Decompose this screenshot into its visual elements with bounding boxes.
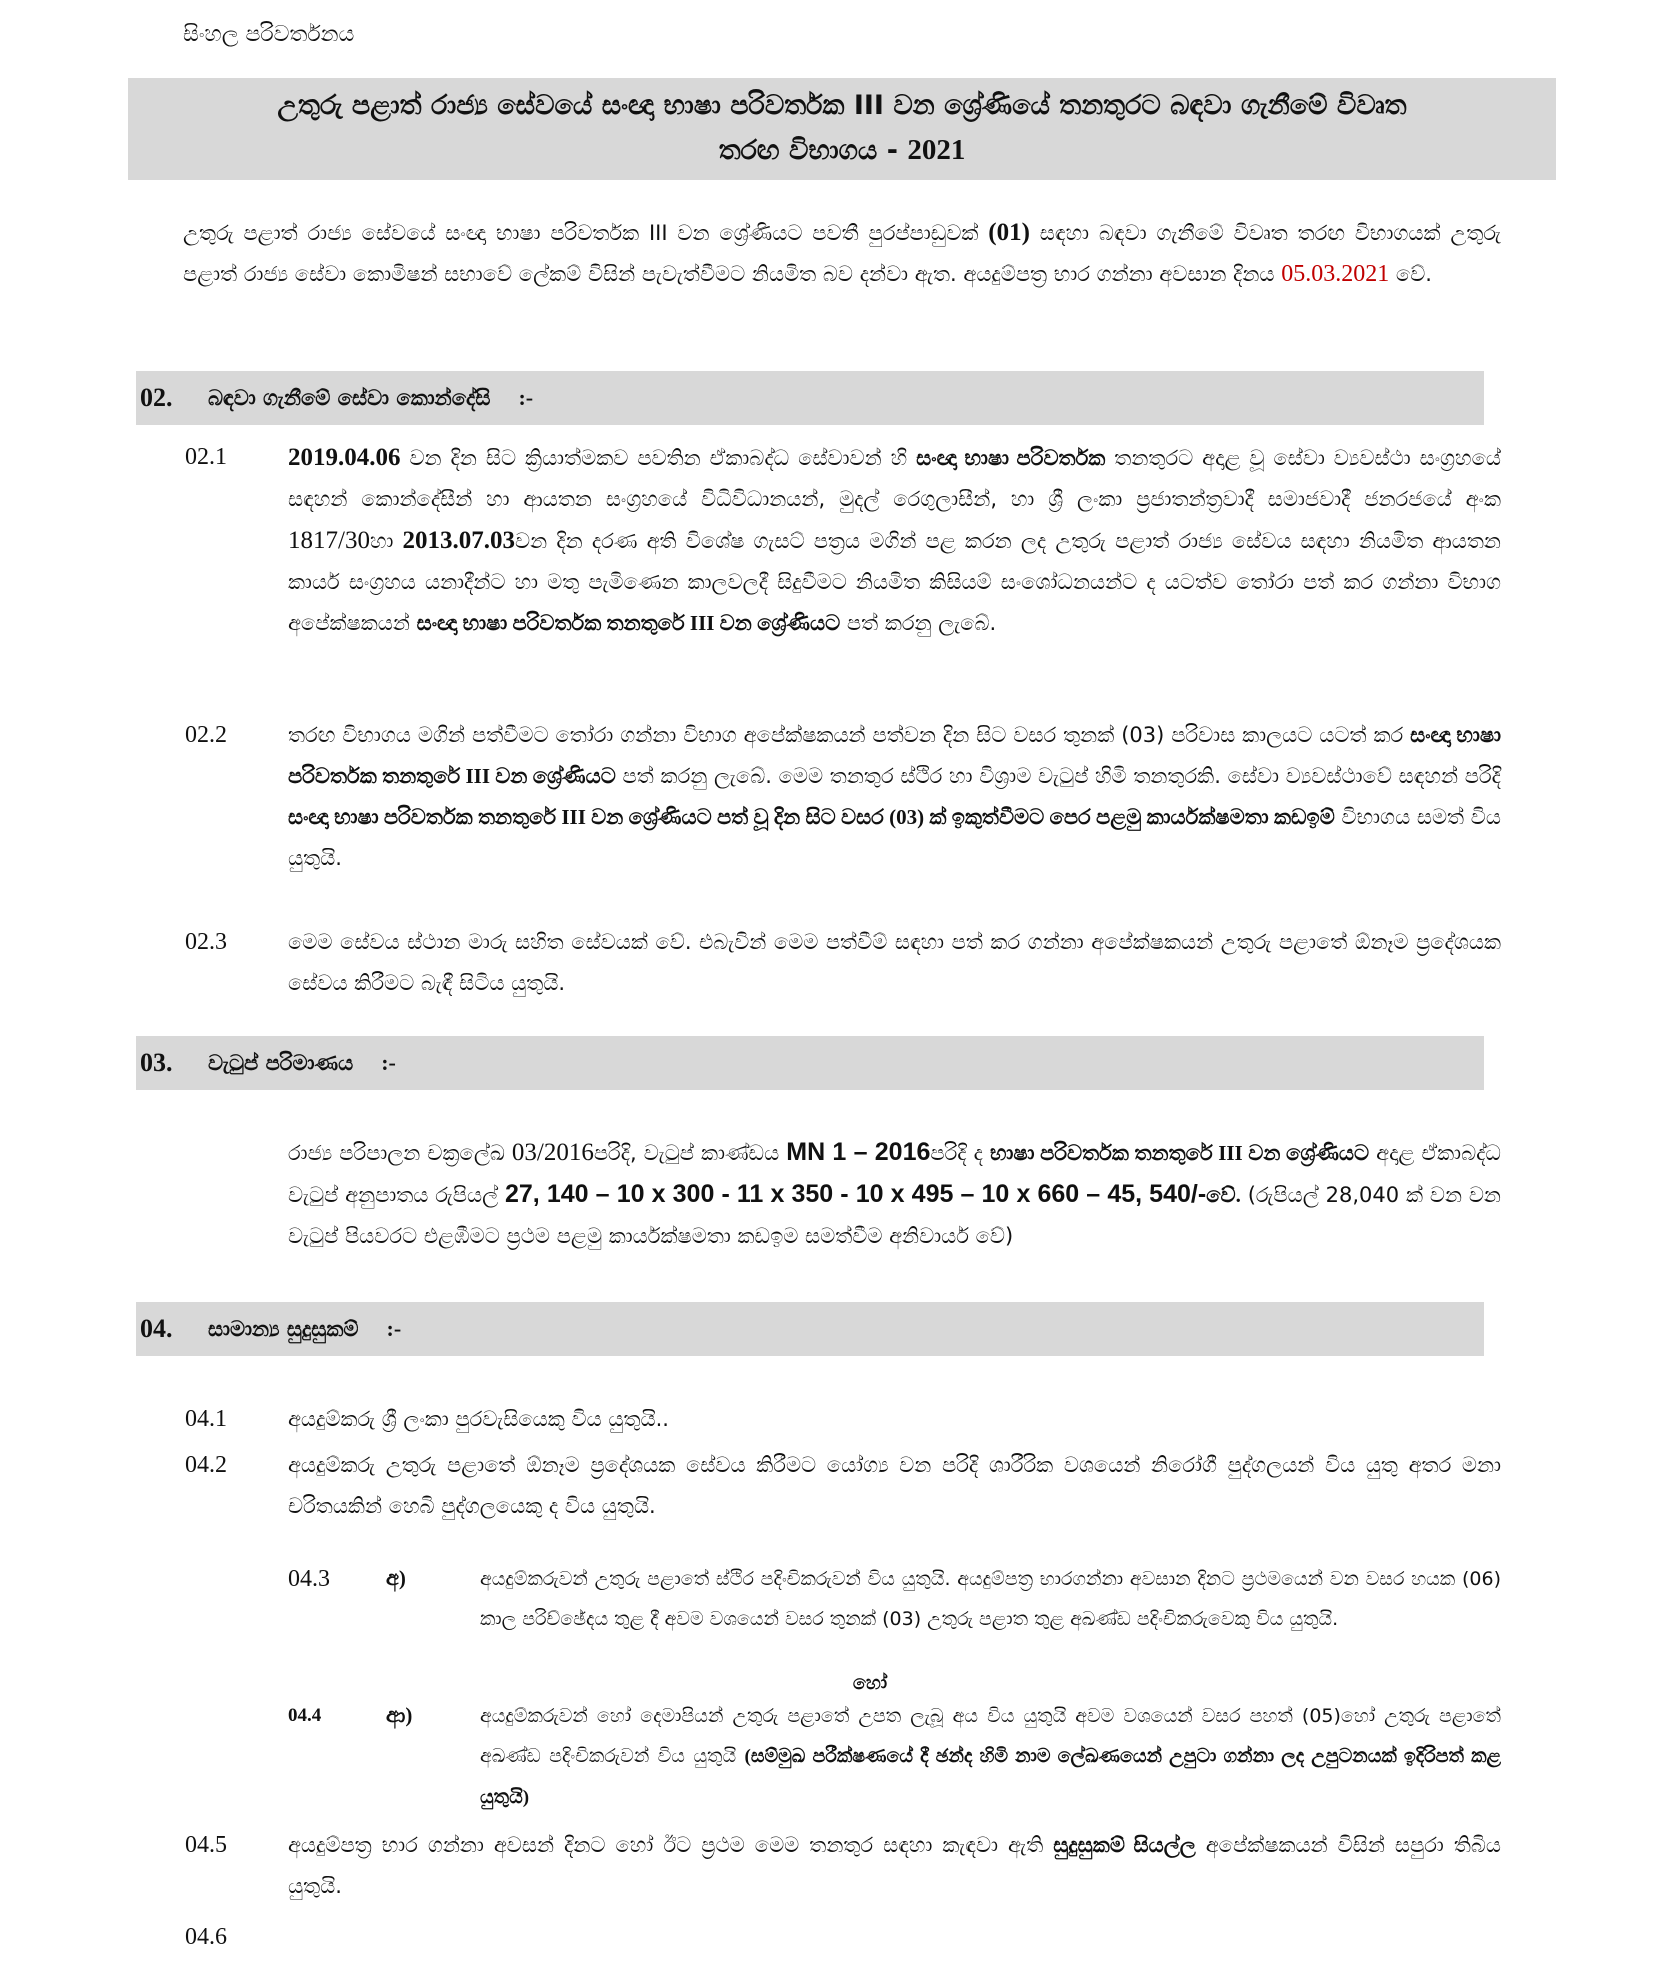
salary-scale: 27, 140 – 10 x 300 - 11 x 350 - 10 x 495 – 10 x 660 – 45, 540/-	[504, 1180, 1207, 1208]
salary-paragraph	[288, 1132, 1501, 1257]
notice-title	[128, 78, 1556, 180]
gazette-number: 1817/30	[288, 527, 370, 554]
vacancy-count: (01)	[988, 219, 1030, 246]
or-separator: හෝ	[852, 1672, 888, 1694]
salary-note: (රුපියල් 28,040 ක් වන වන වැටුප් පියවරට එළඹීමට ප්‍රථම පළමු කාර්යක්ෂමතා කඩඉම සමත්වීම අනිවාර්ය වේ)	[288, 1183, 1501, 1248]
item-04-3: අයදුම්කරුවන් උතුරු පළාතේ ස්ථිර පදිංචිකරුවන් විය යුතුයි. අයදුම්පත්‍ර භාරගන්නා අවසාන දිනට ප්‍රථමයෙන් වන වසර හයක (06) කාල පරිච්ඡේදය තුළ දී අවම වශයෙන් වසර තුනක් (03) උතුරු පළාත තුළ අඛණ්ඩ පදිංචිකරුවෙකු විය යුතුයි.	[480, 1568, 1501, 1630]
item-number: 04.3	[288, 1566, 330, 1592]
section-number: 02.	[140, 383, 173, 412]
intro-paragraph	[183, 212, 1501, 295]
title-line-1: උතුරු පළාත් රාජ්‍ය සේවයේ සංඥා භාෂා පරිවර්තක III වන ශ්‍රේණියේ තනතුරට බඳවා ගැනීමේ විවෘත	[277, 90, 1407, 121]
item-text: තනතුරට අදාළ වූ සේවා ව්‍යවස්ථා සංග්‍රහයේ සඳහන් කොන්දේසීන් හා ආයතන සංග්‍රහයේ විධිවිධානයන්, මුදල් රෙගුලාසීන්, හා ශ්‍රී ලංකා ප්‍රජාතන්ත්‍රවාදී සමාජවාදී ජනරජයේ අංක	[288, 446, 1501, 511]
item-text: පරිදි ද	[930, 1141, 983, 1165]
item-bold-text: වේ.	[1206, 1183, 1241, 1207]
item-02-1	[288, 437, 1501, 644]
item-02-3: මෙම සේවය ස්ථාන මාරු සහිත සේවයක් වේ. එබැවින් මෙම පත්වීම් සඳහා පත් කර ගන්නා අපේක්ෂකයන් උතුරු පළාතේ ඕනෑම ප්‍රදේශයක සේවය කිරීමට බැඳී සිටිය යුතුයි.	[288, 930, 1501, 995]
item-number: 04.2	[185, 1452, 227, 1478]
item-text: පත් කරනු ලැබේ. මෙම තනතුර ස්ථිර හා විශ්‍රාම වැටුප් හිමි තනතුරකි. සේවා ව්‍යවස්ථාවේ සඳහන් පරිදි	[622, 764, 1501, 788]
section-colon: :-	[386, 1316, 402, 1341]
item-bold-text: (සම්මුඛ පරීක්ෂණයේ දී ඡන්ද හිමි නාම ලේඛණයෙන් උපුටා ගන්නා ලද උපුටනයක් ඉදිරිපත් කළ යුතුයි)	[480, 1746, 1501, 1808]
salary-code: MN 1 – 2016	[786, 1138, 931, 1166]
item-bold-text: සුදුසුකම් සියල්ල	[1053, 1833, 1196, 1857]
section-04-header	[136, 1302, 1484, 1356]
item-text: තරඟ විභාගය මගින් පත්වීමට තෝරා ගන්නා විභාග අපේක්ෂකයන් පත්වන දින සිට වසර තුනක් (03) පරිවාස කාලයට යටත් කර	[288, 723, 1404, 747]
item-02-2	[288, 715, 1501, 879]
closing-date: 05.03.2021	[1281, 261, 1390, 287]
item-number: 02.1	[185, 444, 227, 470]
intro-text-3: වේ.	[1395, 262, 1432, 286]
item-bold-text: භාෂා පරිවර්තක තනතුරේ III වන ශ්‍රේණියට	[989, 1141, 1370, 1165]
intro-text-1: උතුරු පළාත් රාජ්‍ය සේවයේ සංඥා භාෂා පරිවර්තක III වන ශ්‍රේණියට පවතී පුරප්පාඩුවක්	[183, 221, 979, 245]
item-number: 04.6	[185, 1924, 227, 1950]
section-02-header	[136, 371, 1484, 425]
item-text: අපේක්ෂකයන් විසින් සපුරා තිබිය යුතුයි.	[288, 1833, 1501, 1898]
section-colon: :-	[381, 1050, 396, 1075]
title-line-2	[128, 128, 1556, 173]
item-04-4	[480, 1696, 1501, 1818]
item-text: අදාළ ඒකාබද්ධ වැටුප් අනුපාතය රුපියල්	[288, 1141, 1501, 1207]
item-text: වන දින දරණ අති විශේෂ ගැසට් පත්‍රය මගින් පළ කරන ලද උතුරු පළාත් රාජ්‍ය සේවය සඳහා නියමිත ආයතන කාර්ය සංග්‍රහය යනාදීන්ට හා මතු පැමිණෙන කාලවලදී සිදුවීමට නියමිත කිසියම් සංශෝධනයන්ට ද යටත්ව තෝරා පත් කර ගන්නා විභාග අපේක්ෂකයන්	[288, 529, 1501, 635]
section-number: 03.	[140, 1048, 173, 1077]
section-number: 04.	[140, 1314, 173, 1343]
item-text: අයදුම්පත්‍ර භාර ගන්නා අවසන් දිනට හෝ ඊට ප්‍රථම මෙම තනතුර සඳහා කැඳවා ඇති	[288, 1833, 1044, 1857]
item-text: විභාගය සමත් විය යුතුයි.	[288, 805, 1502, 870]
item-number: 04.4	[288, 1705, 322, 1726]
item-text: රාජ්‍ය පරිපාලන චක්‍රලේඛ	[288, 1141, 505, 1165]
item-text: අයදුම්කරුවන් හෝ දෙමාපියන් උතුරු පළාතේ උපත ලැබූ අය විය යුතුයි අවම වශයෙන් වසර පහත් (05)හෝ උතුරු පළාතේ අඛණ්ඩ පදිංචිකරුවන් විය යුතුයි	[480, 1705, 1501, 1767]
item-number: 02.2	[185, 722, 227, 748]
section-title: වැටුප් පරිමාණය	[208, 1050, 354, 1075]
item-text: පත් කරනු ලැබේ.	[846, 611, 997, 635]
item-bold-text: සංඥා භාෂා පරිවර්තක තනතුරේ III වන ශ්‍රේණියට පත් වූ දින සිට වසර (03) ක් ඉකුත්වීමට පෙර පළමු කාර්යක්ෂමතා කඩඉම්	[288, 805, 1335, 829]
section-03-header	[136, 1036, 1484, 1090]
title-exam-label: තරඟ විභාගය -	[718, 135, 898, 166]
section-title: සාමාන්‍ය සුදුසුකම්	[208, 1316, 359, 1341]
header-label: සිංහල පරිවර්තනය	[183, 22, 355, 47]
item-number: 04.5	[185, 1832, 227, 1858]
item-text: වන දින සිට ක්‍රියාත්මකව පවතින ඒකාබද්ධ සේවාවන් හි	[409, 446, 908, 470]
item-label: ආ)	[386, 1703, 413, 1727]
item-bold-text: සංඥා භාෂා පරිවර්තක තනතුරේ III වන ශ්‍රේණියට	[288, 723, 1501, 788]
intro-text-2: සඳහා බඳවා ගැනීමේ විවෘත තරඟ විභාගයක් උතුරු පළාත් රාජ්‍ය සේවා කොමිෂන් සභාවේ ලේකම් විසින් පැවැත්වීමට නියමිත බව දන්වා ඇත. අයදුම්පත්‍ර භාර ගන්නා අවසාන දිනය	[183, 221, 1501, 286]
item-number: 04.1	[185, 1406, 227, 1432]
item-number: 02.3	[185, 929, 227, 955]
circular-number: 03/2016	[511, 1139, 594, 1166]
section-colon: :-	[518, 385, 534, 410]
gazette-date: 2013.07.03	[402, 527, 516, 554]
item-label: අ)	[386, 1566, 406, 1590]
item-04-5	[288, 1825, 1501, 1907]
item-04-1: අයදුම්කරු ශ්‍රී ලංකා පුරවැසියෙකු විය යුතුයි..	[288, 1407, 669, 1431]
item-text: පරිදි, වැටුප් කාණ්ඩය	[593, 1141, 780, 1165]
section-title: බඳවා ගැනීමේ සේවා කොන්දේසි	[208, 385, 491, 410]
item-text: හා	[369, 529, 394, 553]
item-04-2: අයදුම්කරු උතුරු පළාතේ ඕනෑම ප්‍රදේශයක සේවය කිරීමට යෝග්‍ය වන පරිදි ශාරීරික වශයෙන් නිරෝගී පුද්ගලයන් විය යුතු අතර මනා චරිතයකින් හෙබි පුද්ගලයෙකු ද විය යුතුයි.	[288, 1453, 1501, 1518]
item-bold-text: සංඥා භාෂා පරිවර්තක	[916, 446, 1106, 470]
effective-date: 2019.04.06	[288, 444, 401, 471]
item-bold-text: සංඥා භාෂා පරිවර්තක තනතුරේ III වන ශ්‍රේණියට	[416, 611, 841, 635]
title-year: 2021	[907, 134, 966, 166]
